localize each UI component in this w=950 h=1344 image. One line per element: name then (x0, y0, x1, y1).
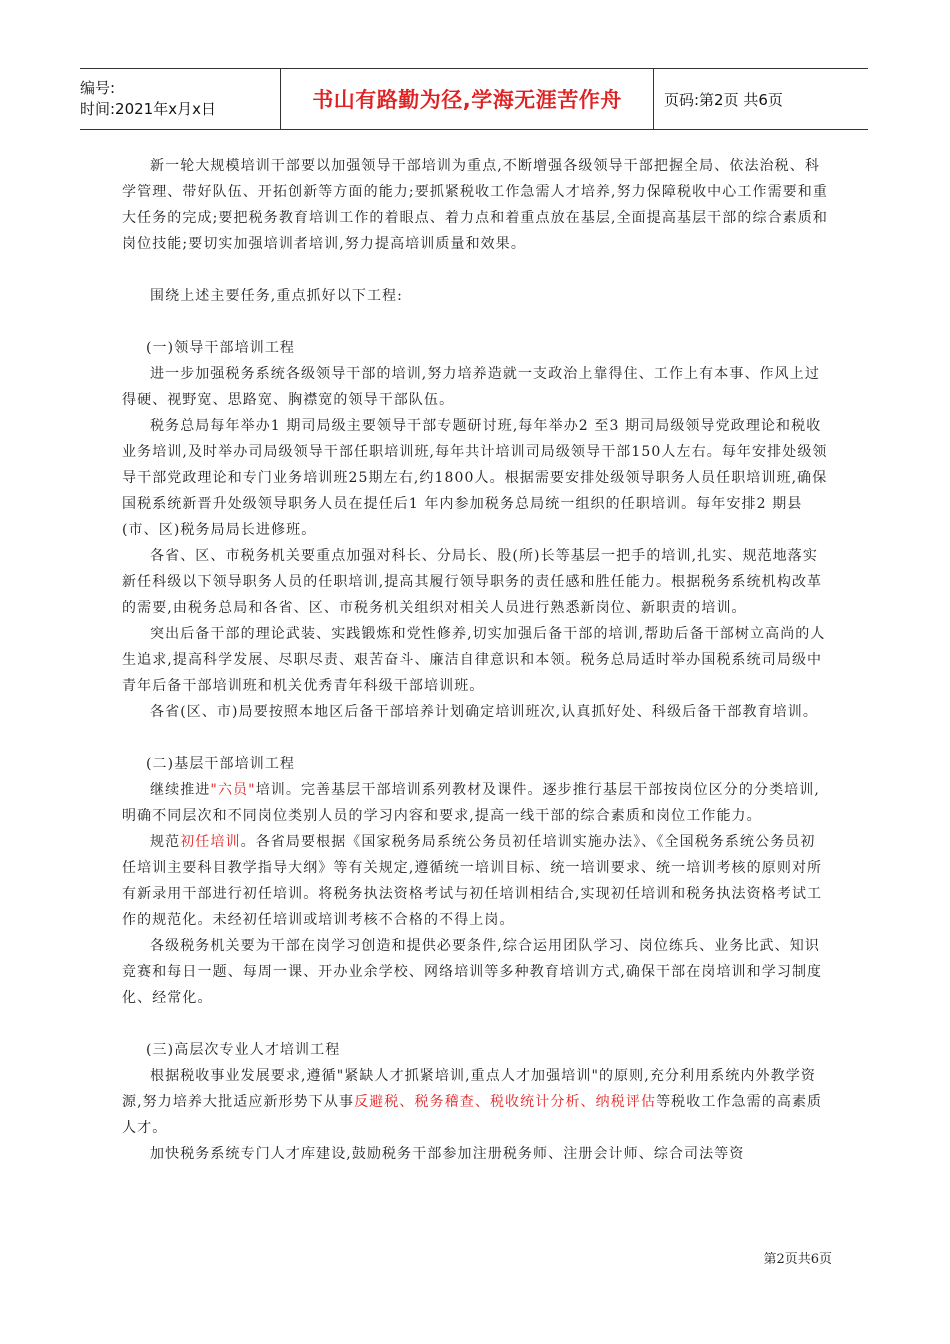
document-number-label: 编号: (80, 79, 116, 97)
header-page-info (654, 69, 868, 129)
spacer (122, 257, 828, 283)
paragraph-tasks: 围绕上述主要任务,重点抓好以下工程: (150, 288, 403, 304)
page-footer (763, 1248, 832, 1267)
paragraph (122, 829, 828, 933)
paragraph (122, 1063, 828, 1141)
text-run: 培训。完善基层干部培训系列教材及课件。逐步推行基层干部按岗位区分的分类培训,明确不同层次和不同岗位类别人员的学习内容和要求,提高一线干部的综合素质和岗位工作能力。 (122, 782, 820, 824)
highlight-link[interactable]: "六员" (210, 782, 256, 798)
section-title-professional-talent: (三)高层次专业人才培训工程 (146, 1042, 341, 1058)
header-motto (280, 69, 654, 129)
header-meta (80, 69, 280, 129)
footer-page-number: 第2页共6页 (763, 1252, 832, 1267)
paragraph-intro: 新一轮大规模培训干部要以加强领导干部培训为重点,不断增强各级领导干部把握全局、依法治税、科学管理、带好队伍、开拓创新等方面的能力;要抓紧税收工作急需人才培养,努力保障税收中心工作需要和重大任务的完成;要把税务教育培训工作的着眼点、着力点和着重点放在基层,全面提高基层干部的综合素质和岗位技能;要切实加强培训者培训,努力提高培训质量和效果。 (122, 158, 828, 252)
text-run: 等税收工作急需的高素质人才。 (122, 1094, 823, 1136)
spacer (122, 725, 828, 751)
paragraph: 突出后备干部的理论武装、实践锻炼和党性修养,切实加强后备干部的培训,帮助后备干部树立高尚的人生追求,提高科学发展、尽职尽责、艰苦奋斗、廉洁自律意识和本领。税务总局适时举办国税系统司局级中青年后备干部培训班和机关优秀青年科级干部培训班。 (122, 626, 826, 694)
page-header (80, 68, 868, 130)
text-run: 继续推进 (150, 782, 211, 798)
page-number-label: 页码:第2页 共6页 (664, 90, 783, 109)
paragraph: 进一步加强税务系统各级领导干部的培训,努力培养造就一支政治上靠得住、工作上有本事、作风上过得硬、视野宽、思路宽、胸襟宽的领导干部队伍。 (122, 366, 820, 408)
section-title-leader-training: (一)领导干部培训工程 (146, 340, 296, 356)
document-body (122, 153, 828, 1167)
paragraph (122, 777, 828, 829)
paragraph: 各省、区、市税务机关要重点加强对科长、分局长、股(所)长等基层一把手的培训,扎实、规范地落实新任科级以下领导职务人员的任职培训,提高其履行领导职务的责任感和胜任能力。根据税务系统机构改革的需要,由税务总局和各省、区、市税务机关组织对相关人员进行熟悉新岗位、新职责的培训。 (122, 548, 823, 616)
highlight-link[interactable]: 初任培训 (180, 834, 241, 850)
text-run: 规范 (150, 834, 181, 850)
spacer (122, 309, 828, 335)
motto-text: 书山有路勤为径,学海无涯苦作舟 (312, 88, 622, 112)
paragraph: 各级税务机关要为干部在岗学习创造和提供必要条件,综合运用团队学习、岗位练兵、业务比武、知识竞赛和每日一题、每周一课、开办业余学校、网络培训等多种教育培训方式,确保干部在岗培训和学习制度化、经常化。 (122, 938, 823, 1006)
highlight-link[interactable]: 反避税、税务稽查、税收统计分析、纳税评估 (354, 1094, 657, 1110)
paragraph: 税务总局每年举办1 期司局级主要领导干部专题研讨班,每年举办2 至3 期司局级领导党政理论和税收业务培训,及时举办司局级领导干部任职培训班,每年共计培训司局级领导干部150人左右。每年安排处级领导干部党政理论和专门业务培训班25期左右,约1800人。根据需要安排处级领导职务人员任职培训班,确保国税系统新晋升处级领导职务人员在提任后1 年内参加税务总局统一组织的任职培训。每年安排2 期县(市、区)税务局局长进修班。 (122, 418, 828, 538)
section-title-grassroots-training: (二)基层干部培训工程 (146, 756, 296, 772)
spacer (122, 1011, 828, 1037)
document-date-label: 时间:2021年x月x日 (80, 100, 216, 118)
text-run: 根据税收事业发展要求,遵循"紧缺人才抓紧培训,重点人才加强培训"的原则,充分利用系统内外教学资源,努力培养大批适应新形势下从事 (122, 1068, 816, 1110)
paragraph: 加快税务系统专门人才库建设,鼓励税务干部参加注册税务师、注册会计师、综合司法等资 (150, 1146, 745, 1162)
text-run: 。各省局要根据《国家税务局系统公务员初任培训实施办法》、《全国税务系统公务员初任培训主要科目教学指导大纲》等有关规定,遵循统一培训目标、统一培训要求、统一培训考核的原则对所有新录用干部进行初任培训。将税务执法资格考试与初任培训相结合,实现初任培训和税务执法资格考试工作的规范化。未经初任培训或培训考核不合格的不得上岗。 (122, 834, 823, 928)
paragraph: 各省(区、市)局要按照本地区后备干部培养计划确定培训班次,认真抓好处、科级后备干部教育培训。 (150, 704, 818, 720)
